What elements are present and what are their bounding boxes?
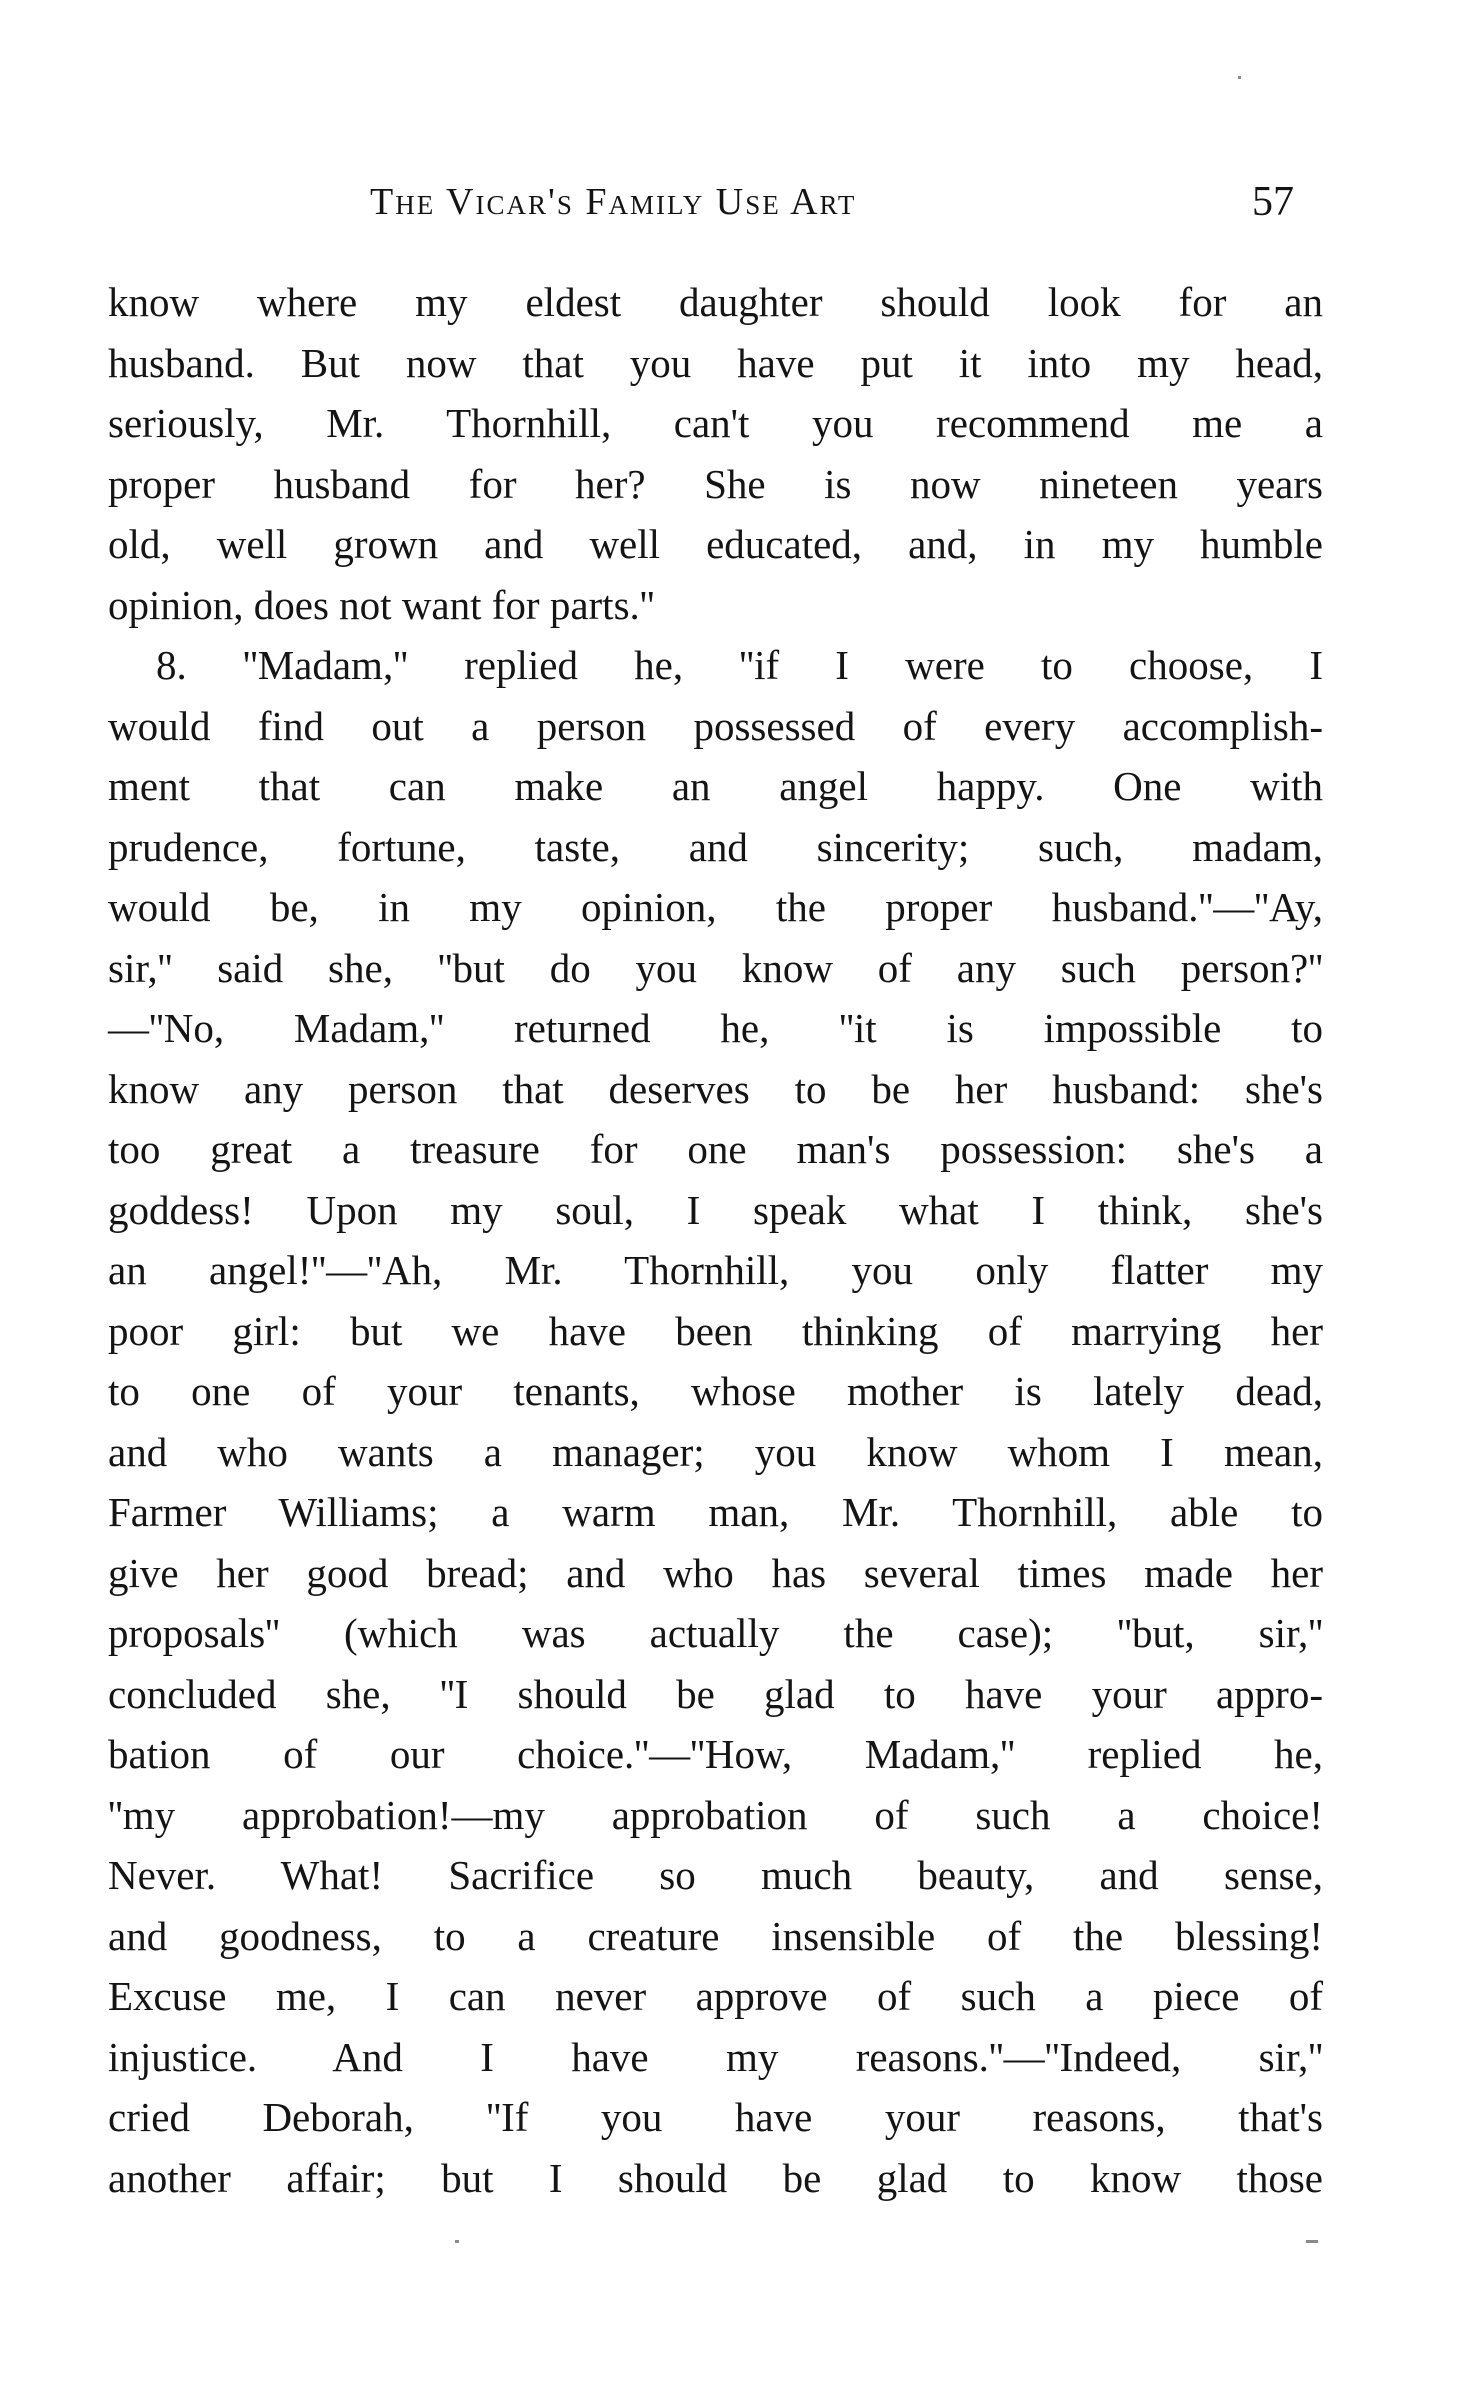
running-head <box>0 172 1481 232</box>
text-line: and goodness, to a creature insensible of the blessing! <box>108 1912 1323 1959</box>
text-line-paragraph-start: 8. ''Madam,'' replied he, ''if I were to choose, I <box>156 642 1323 688</box>
text-line: —''No, Madam,'' returned he, ''it is impossible to <box>108 1005 1323 1051</box>
text-line: would be, in my opinion, the proper husband.''—''Ay, <box>108 884 1323 930</box>
text-line: husband. But now that you have put it into my head, <box>108 339 1323 386</box>
text-line: Farmer Williams; a warm man, Mr. Thornhill, able to <box>108 1489 1323 1535</box>
print-speck <box>455 2240 459 2243</box>
text-line: cried Deborah, ''If you have your reasons, that's <box>108 2094 1323 2140</box>
text-line: proper husband for her? She is now nineteen years <box>108 460 1323 507</box>
text-line: another affair; but I should be glad to know those <box>108 2154 1323 2201</box>
text-line: injustice. And I have my reasons.''—''Indeed, sir,'' <box>108 2033 1323 2080</box>
body-text <box>108 272 1323 2208</box>
text-line: poor girl: but we have been thinking of marrying her <box>108 1307 1323 1354</box>
text-line: prudence, fortune, taste, and sincerity; such, madam, <box>108 823 1323 870</box>
text-line: Excuse me, I can never approve of such a piece of <box>108 1973 1323 2019</box>
page-number: 57 <box>1252 179 1294 225</box>
text-line: to one of your tenants, whose mother is lately dead, <box>108 1368 1323 1414</box>
text-line: ''my approbation!—my approbation of such a choice! <box>108 1791 1323 1838</box>
text-line: sir,'' said she, ''but do you know of any such person?'' <box>108 944 1323 991</box>
text-line: seriously, Mr. Thornhill, can't you recommend me a <box>108 400 1323 446</box>
running-title: The Vicar's Family Use Art <box>370 181 857 223</box>
text-line: and who wants a manager; you know whom I mean, <box>108 1428 1323 1475</box>
text-line: give her good bread; and who has several times made her <box>108 1549 1323 1596</box>
text-line: would find out a person possessed of every accomplish- <box>108 702 1323 749</box>
print-speck <box>1238 76 1241 79</box>
text-line-last: opinion, does not want for parts.'' <box>108 581 655 628</box>
text-line: know where my eldest daughter should look for an <box>108 279 1323 325</box>
text-line: old, well grown and well educated, and, in my humble <box>108 521 1323 567</box>
text-line: know any person that deserves to be her husband: she's <box>108 1065 1323 1112</box>
text-line: ment that can make an angel happy. One with <box>108 763 1323 809</box>
text-line: Never. What! Sacrifice so much beauty, and sense, <box>108 1852 1323 1898</box>
text-line: goddess! Upon my soul, I speak what I think, she's <box>108 1186 1323 1233</box>
print-speck <box>1306 2240 1318 2243</box>
text-line: an angel!''—''Ah, Mr. Thornhill, you only flatter my <box>108 1247 1323 1293</box>
text-line: bation of our choice.''—''How, Madam,'' replied he, <box>108 1731 1323 1777</box>
text-line: concluded she, ''I should be glad to have your appro- <box>108 1670 1323 1717</box>
text-line: proposals'' (which was actually the case); ''but, sir,'' <box>108 1610 1323 1656</box>
text-line: too great a treasure for one man's possession: she's a <box>108 1126 1323 1172</box>
